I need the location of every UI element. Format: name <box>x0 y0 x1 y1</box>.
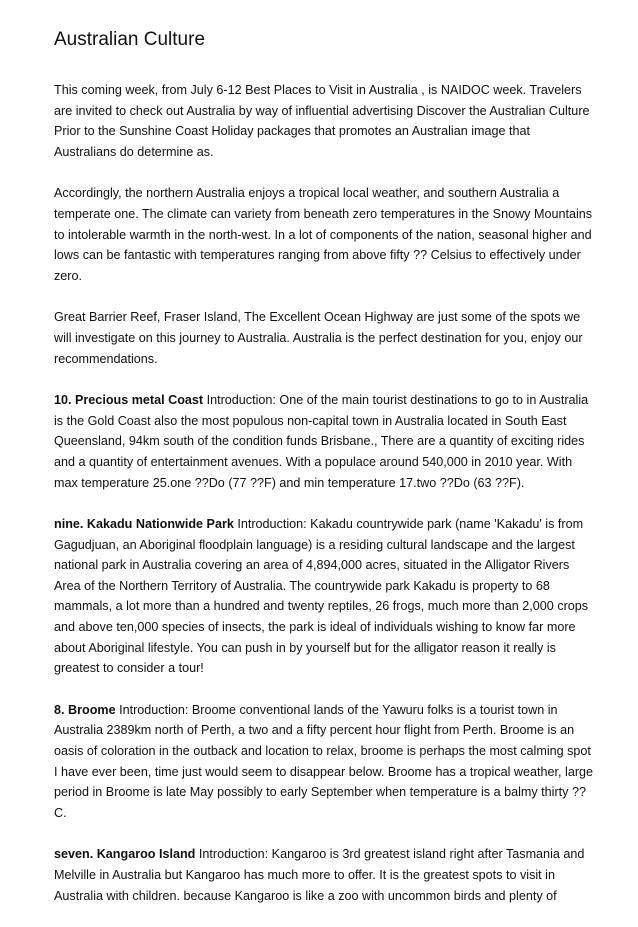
place-description: Introduction: Broome conventional lands of the Yawuru folks is a tourist town in Australia 2389km north of Perth, a two and a fifty percent hour flight from Perth. Broome is an oasis of coloration in the outback and location to relax, broome is perhaps the most calming spot I have ever been, time just would seem to disappear below. Broome has a tropical weather, large period in Broome is late May possibly to early September when temperature is a balmy thirty ??C. <box>54 702 594 820</box>
intro-paragraph-2: Accordingly, the northern Australia enjoys a tropical local weather, and southern Australia a temperate one. The climate can variety from beneath zero temperatures in the Snowy Mountains to intolerable warmth in the north-west. In a lot of components of the nation, seasonal higher and lows can be fantastic with temperatures ranging from above fifty ?? Celsius to effectively under zero. <box>54 186 593 283</box>
place-description: Introduction: One of the main tourist destinations to go to in Australia is the Gold Coast also the most populous non-capital town in Australia located in South East Queensland, 94km south of the condition funds Brisbane., There are a quantity of exciting rides and a quantity of entertainment avenues. With a populace around 540,000 in 2010 year. With max temperature 25.one ??Do (77 ??F) and min temperature 17.two ??Do (63 ??F). <box>54 393 589 490</box>
place-description: Introduction: Kakadu countrywide park (name 'Kakadu' is from Gagudjuan, an Aboriginal floodplain language) is a residing cultural landscape and the largest national park in Australia covering an area of 4,894,000 acres, situated in the Alligator Rivers Area of the Northern Territory of Australia. The countrywide park Kakadu is property to 68 mammals, a lot more than a hundred and twenty reptiles, 26 frogs, much more than 2,000 crops and above ten,000 species of insects, the park is ideal of individuals wishing to know far more about Aboriginal lifestyle. You can push in by yourself but for the alligator reason it really is greatest to consider a tour! <box>54 517 589 676</box>
place-section-broome <box>54 700 594 824</box>
intro-paragraph-3: Great Barrier Reef, Fraser Island, The Excellent Ocean Highway are just some of the spots we will investigate on this journey to Australia. Australia is the perfect destination for you, enjoy our recommendations. <box>54 310 583 366</box>
place-heading: seven. Kangaroo Island <box>54 847 196 862</box>
intro-paragraph-1: This coming week, from July 6-12 Best Places to Visit in Australia , is NAIDOC week. Travelers are invited to check out Australia by way of influential advertising Discover the Australian Culture Prior to the Sunshine Coast Holiday packages that promotes an Australian image that Australians do determine as. <box>54 83 590 159</box>
place-description: Introduction: Kangaroo is 3rd greatest island right after Tasmania and Melville in Australia but Kangaroo has much more to offer. It is the greatest spots to visit in Australia with children. because Kangaroo is like a zoo with uncommon birds and plenty of <box>54 847 585 903</box>
document-page <box>54 28 594 927</box>
place-section-kangaroo-island <box>54 844 594 906</box>
place-section-gold-coast <box>54 390 594 493</box>
place-heading: 10. Precious metal Coast <box>54 393 204 408</box>
page-title: Australian Culture <box>54 29 206 50</box>
place-section-kakadu <box>54 514 594 679</box>
place-heading: 8. Broome <box>54 702 116 717</box>
place-heading: nine. Kakadu Nationwide Park <box>54 517 234 532</box>
